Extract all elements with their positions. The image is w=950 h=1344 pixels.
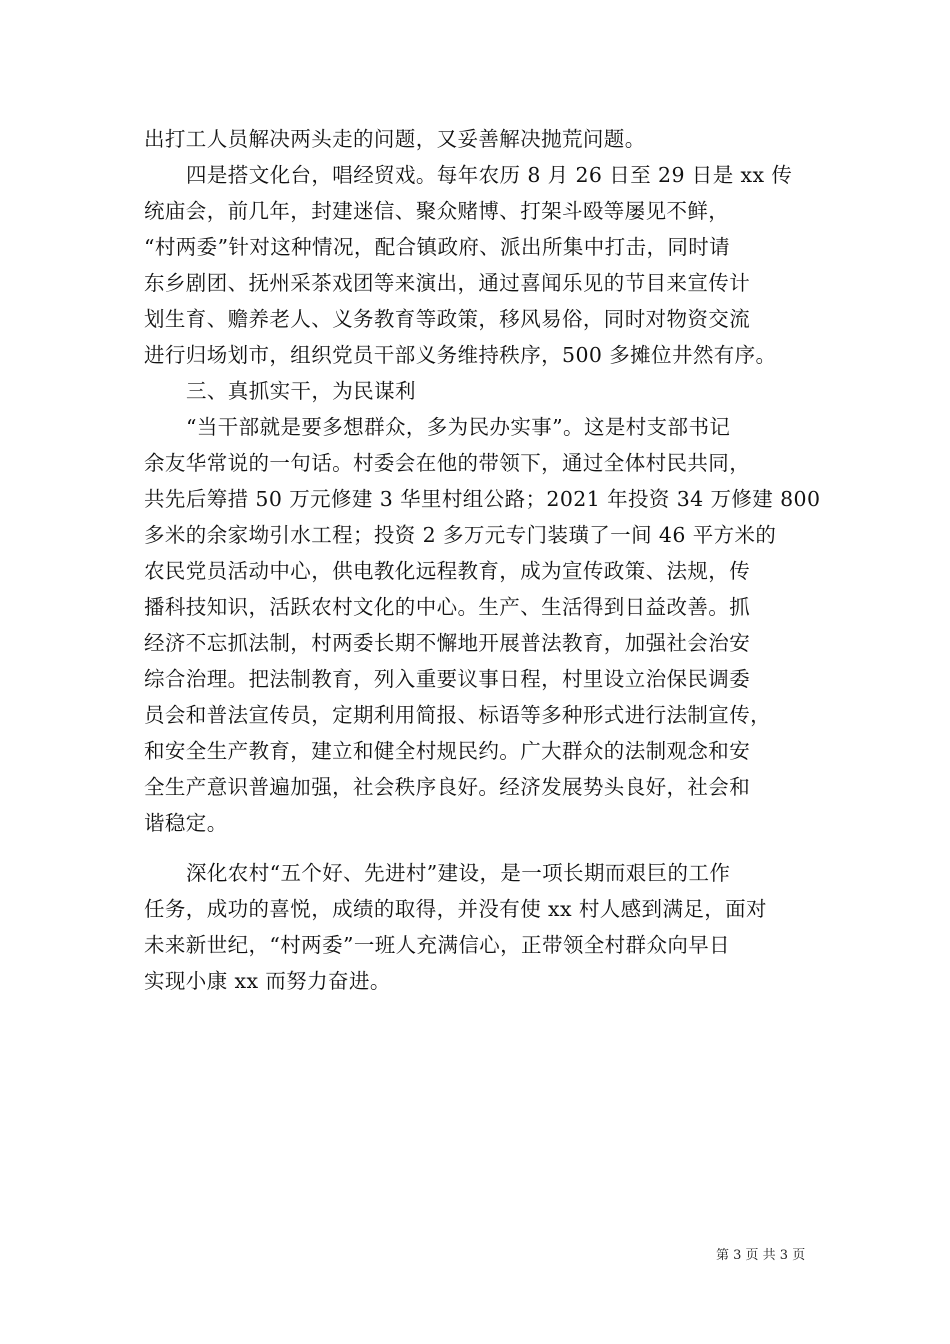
section-heading: 三、真抓实干，为民谋利 [186,379,416,403]
paragraph-start-line: 深化农村“五个好、先进村”建设，是一项长期而艰巨的工作 [186,861,731,885]
text-line: 播科技知识，活跃农村文化的中心。生产、生活得到日益改善。抓 [144,595,751,619]
text-line: 共先后筹措 50 万元修建 3 华里村组公路；2021 年投资 34 万修建 800 [144,487,821,511]
page-number-footer: 第 3 页 共 3 页 [716,1248,806,1263]
text-line: 综合治理。把法制教育，列入重要议事日程，村里设立治保民调委 [144,667,751,691]
text-line: 和安全生产教育，建立和健全村规民约。广大群众的法制观念和安 [144,739,751,763]
text-line: 统庙会，前几年，封建迷信、聚众赌博、打架斗殴等屡见不鲜， [144,199,730,223]
text-line: 实现小康 xx 而努力奋进。 [144,969,391,993]
text-line: 员会和普法宣传员，定期利用简报、标语等多种形式进行法制宣传， [144,703,771,727]
text-line: 经济不忘抓法制，村两委长期不懈地开展普法教育，加强社会治安 [144,631,751,655]
text-line: 农民党员活动中心，供电教化远程教育，成为宣传政策、法规，传 [144,559,751,583]
paragraph-start-line: 四是搭文化台，唱经贸戏。每年农历 8 月 26 日至 29 日是 xx 传 [186,163,793,187]
text-line: 余友华常说的一句话。村委会在他的带领下，通过全体村民共同， [144,451,751,475]
text-line: 多米的余家坳引水工程；投资 2 多万元专门装璜了一间 46 平方米的 [144,523,777,547]
paragraph-start-line: “当干部就是要多想群众，多为民办实事”。这是村支部书记 [186,415,731,439]
text-line: 谐稳定。 [144,811,228,835]
text-line: “村两委”针对这种情况，配合镇政府、派出所集中打击，同时请 [144,235,731,259]
text-line: 划生育、赡养老人、义务教育等政策，移风易俗，同时对物资交流 [144,307,751,331]
text-line: 未来新世纪，“村两委”一班人充满信心，正带领全村群众向早日 [144,933,731,957]
text-line: 全生产意识普遍加强，社会秩序良好。经济发展势头良好，社会和 [144,775,751,799]
text-line: 进行归场划市，组织党员干部义务维持秩序，500 多摊位井然有序。 [144,343,777,367]
text-line: 东乡剧团、抚州采茶戏团等来演出，通过喜闻乐见的节目来宣传计 [144,271,751,295]
text-line: 任务，成功的喜悦，成绩的取得，并没有使 xx 村人感到满足，面对 [144,897,767,921]
text-line: 出打工人员解决两头走的问题，又妥善解决抛荒问题。 [144,127,646,151]
